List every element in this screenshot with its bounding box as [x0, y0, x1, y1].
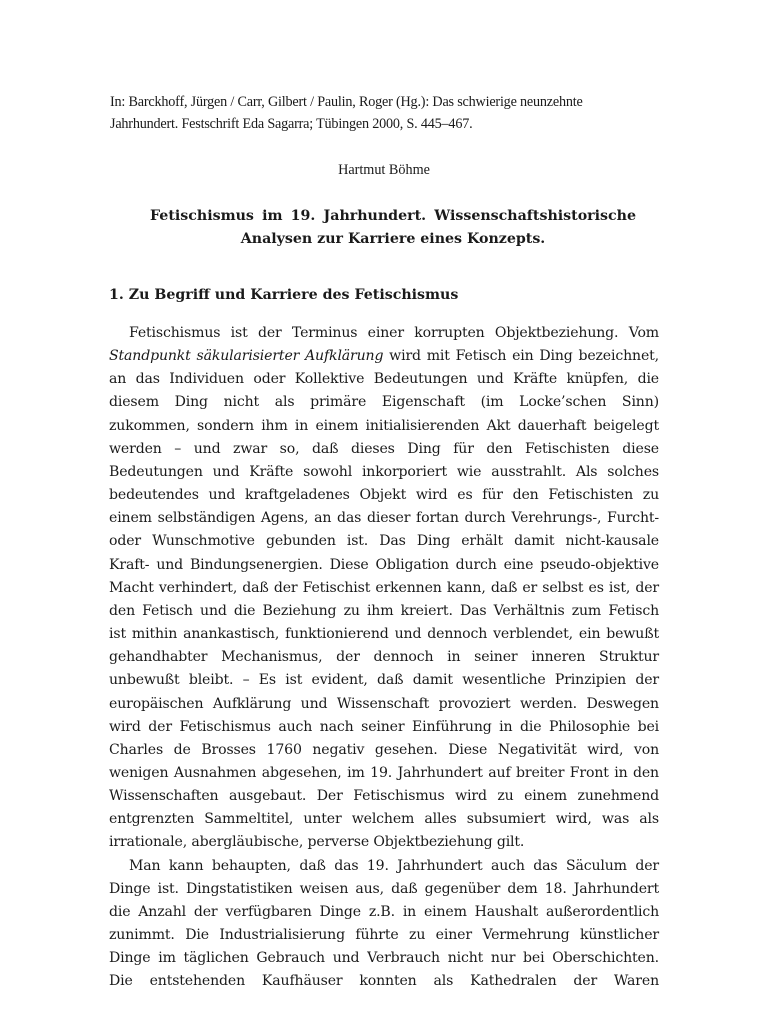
text-line: Kraft- und Bindungsenergien. Diese Obligation durch eine pseudo-objektive — [109, 556, 659, 573]
text-line: Dinge im täglichen Gebrauch und Verbrauch nicht nur bei Oberschichten. — [109, 950, 659, 967]
text-line: einem selbständigen Agens, an das dieser fortan durch Verehrungs-, Furcht- — [109, 510, 659, 527]
paragraph-2 — [109, 855, 659, 994]
text-line: zukommen, sondern ihm in einem initialisierenden Akt dauerhaft beigelegt — [109, 417, 659, 434]
emphasis: Standpunkt säkularisierter Aufklärung — [109, 348, 384, 365]
text-line: zunimmt. Die Industrialisierung führte zu einer Vermehrung künstlicher — [109, 927, 659, 944]
text-line: Fetischismus ist der Terminus einer korrupten Objektbeziehung. Vom — [129, 325, 659, 341]
title-line: Fetischismus im 19. Jahrhundert. Wissenschaftshistorische — [150, 208, 636, 224]
text-line: wenigen Ausnahmen abgesehen, im 19. Jahrhundert auf breiter Front in den — [109, 764, 659, 781]
citation-line: In: Barckhoff, Jürgen / Carr, Gilbert / Paulin, Roger (Hg.): Das schwierige neunzehnte — [110, 94, 583, 110]
text-line: Die entstehenden Kaufhäuser konnten als Kathedralen der Waren — [109, 973, 659, 990]
text-line: ist mithin anankastisch, funktionierend und dennoch verblendet, ein bewußt — [109, 626, 659, 643]
text-line: europäischen Aufklärung und Wissenschaft provoziert werden. Deswegen — [109, 695, 659, 712]
text-line: irrationale, abergläubische, perverse Objektbeziehung gilt. — [109, 834, 525, 851]
paper-title — [150, 205, 636, 251]
text-line: werden – und zwar so, daß dieses Ding für den Fetischisten diese — [109, 440, 659, 457]
text-line: an das Individuen oder Kollektive Bedeutungen und Kräfte knüpfen, die — [109, 371, 659, 388]
text-line: bedeutendes und kraftgeladenes Objekt wird es für den Fetischisten zu — [109, 487, 659, 504]
title-line: Analysen zur Karriere eines Konzepts. — [240, 231, 546, 247]
text-line: Wissenschaften ausgebaut. Der Fetischismus wird zu einem zunehmend — [109, 788, 659, 805]
text-line: Standpunkt säkularisierter Aufklärung wird mit Fetisch ein Ding bezeichnet, — [109, 348, 659, 365]
text-line: Charles de Brosses 1760 negativ gesehen. Diese Negativität wird, von — [109, 741, 659, 758]
text-line: unbewußt bleibt. – Es ist evident, daß damit wesentliche Prinzipien der — [109, 672, 659, 689]
text-line: gehandhabter Mechanismus, der dennoch in seiner inneren Struktur — [109, 649, 659, 666]
citation — [110, 91, 670, 135]
text-line: Bedeutungen und Kräfte sowohl inkorporiert wie ausstrahlt. Als solches — [109, 463, 659, 480]
text-line: oder Wunschmotive gebunden ist. Das Ding erhält damit nicht-kausale — [109, 533, 659, 550]
author-name: Hartmut Böhme — [338, 162, 430, 178]
text-line: die Anzahl der verfügbaren Dinge z.B. in einem Haushalt außerordentlich — [109, 903, 659, 920]
text-line: entgrenzten Sammeltitel, unter welchem alles subsumiert wird, was als — [109, 811, 659, 828]
citation-line: Jahrhundert. Festschrift Eda Sagarra; Tübingen 2000, S. 445–467. — [110, 116, 473, 132]
body-text — [109, 322, 659, 994]
text-line: Dinge ist. Dingstatistiken weisen aus, daß gegenüber dem 18. Jahrhundert — [109, 880, 659, 897]
text-line: den Fetisch und die Beziehung zu ihm kreiert. Das Verhältnis zum Fetisch — [109, 602, 659, 619]
text-line: Man kann behaupten, daß das 19. Jahrhundert auch das Säculum der — [129, 857, 659, 874]
text-line: wird der Fetischismus auch nach seiner Einführung in die Philosophie bei — [109, 718, 659, 735]
text-line: Macht verhindert, daß der Fetischist erkennen kann, daß er selbst es ist, der — [109, 579, 659, 596]
text-line: diesem Ding nicht als primäre Eigenschaft (im Locke’schen Sinn) — [109, 394, 659, 411]
paragraph-1 — [109, 322, 659, 855]
section-heading: 1. Zu Begriff und Karriere des Fetischismus — [109, 287, 459, 303]
